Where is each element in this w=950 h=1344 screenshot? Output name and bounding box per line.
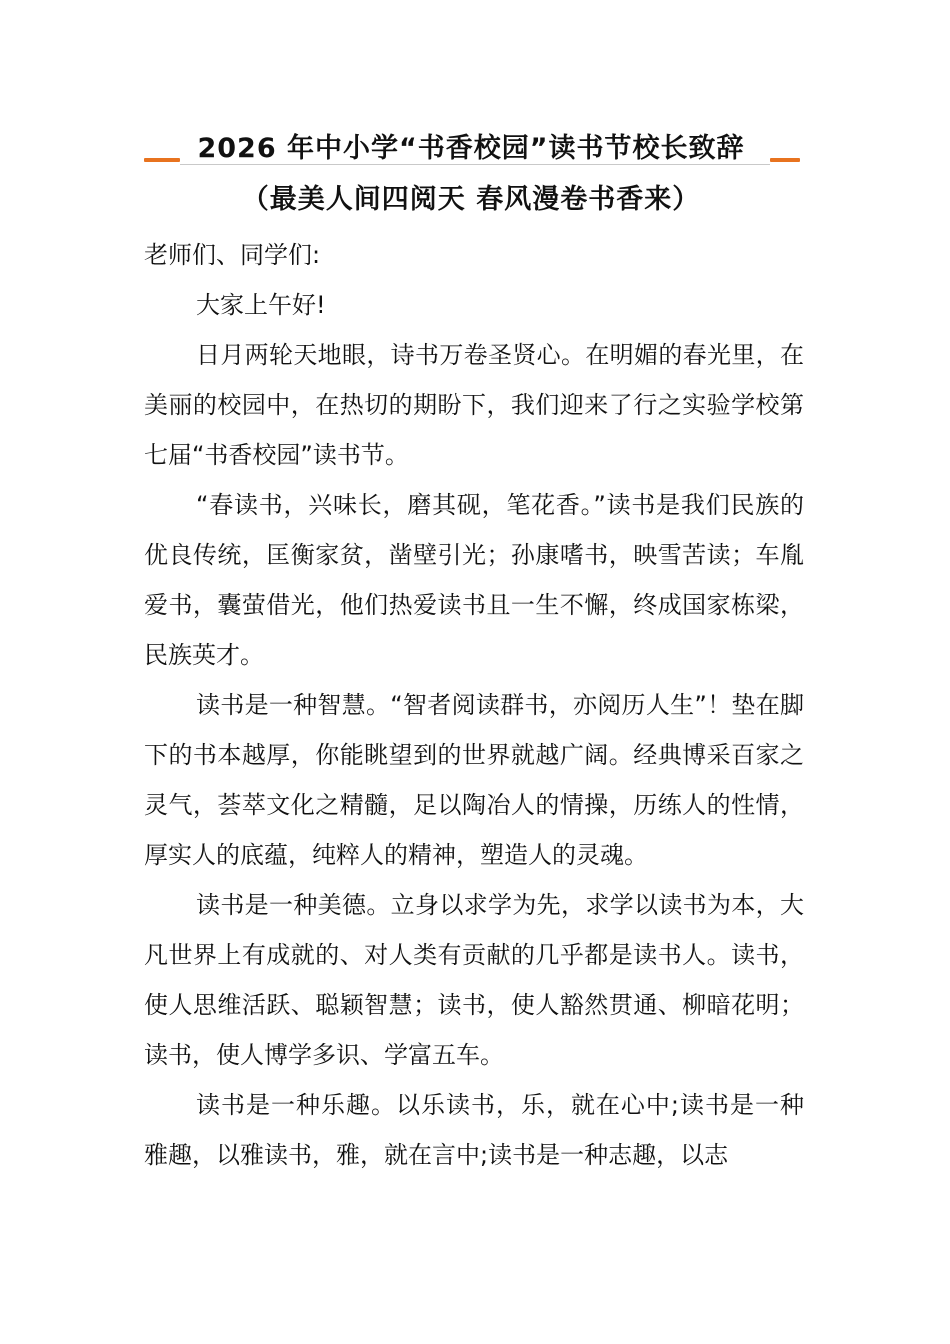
body-paragraph: 读书是一种乐趣。以乐读书，乐，就在心中;读书是一种雅趣，以雅读书，雅，就在言中;读书是一种志趣，以志	[144, 1091, 804, 1169]
document-subtitle: （最美人间四阅天 春风漫卷书香来）	[241, 184, 701, 215]
body-paragraph: 读书是一种智慧。“智者阅读群书，亦阅历人生”！垫在脚下的书本越厚，你能眺望到的世界就越广阔。经典博采百家之灵气，荟萃文化之精髓，足以陶冶人的情操，历练人的性情，厚实人的底蕴，纯粹人的精神，塑造人的灵魂。	[144, 691, 804, 869]
greeting-paragraph: 大家上午好!	[196, 291, 326, 319]
body-paragraph: 日月两轮天地眼，诗书万卷圣贤心。在明媚的春光里，在美丽的校园中，在热切的期盼下，我们迎来了行之实验学校第七届“书香校园”读书节。	[144, 341, 804, 469]
body-paragraph: 读书是一种美德。立身以求学为先，求学以读书为本，大凡世界上有成就的、对人类有贡献的几乎都是读书人。读书，使人思维活跃、聪颖智慧；读书，使人豁然贯通、柳暗花明；读书，使人博学多识、学富五车。	[144, 891, 804, 1069]
document-body	[144, 230, 804, 1180]
document-title: 2026 年中小学“书香校园”读书节校长致辞	[197, 133, 745, 164]
title-block	[140, 128, 802, 174]
body-paragraph: “春读书，兴味长，磨其砚，笔花香。”读书是我们民族的优良传统，匡衡家贫，凿壁引光；孙康嗜书，映雪苦读；车胤爱书，囊萤借光，他们热爱读书且一生不懈，终成国家栋梁，民族英才。	[144, 491, 804, 669]
salutation: 老师们、同学们:	[144, 241, 321, 269]
